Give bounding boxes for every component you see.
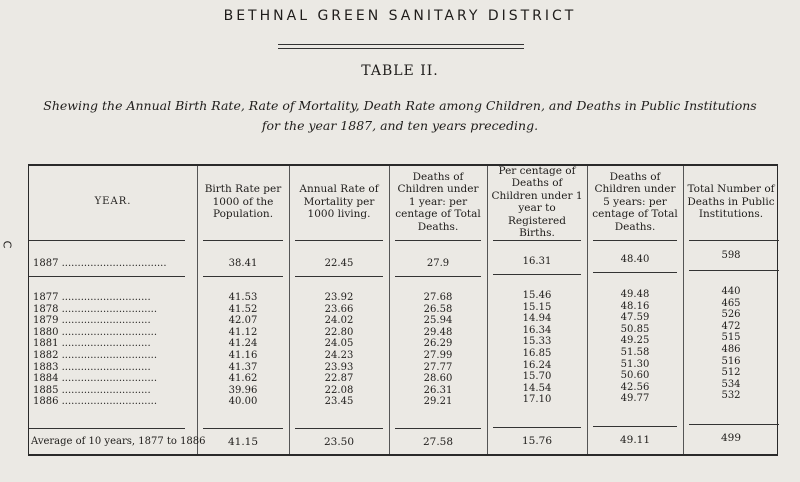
cell-1887-birth-rate: 38.41	[228, 258, 258, 269]
cell-1879-under1-pct: 25.94	[423, 315, 453, 327]
average-under1-pct: 27.58	[422, 436, 454, 448]
cell-1879-births-pct: 14.94	[522, 313, 552, 325]
table-title: TABLE II.	[361, 63, 439, 79]
year-label-1886: 1886 ..............................	[33, 396, 157, 408]
cell-1881-birth-rate: 41.24	[228, 338, 258, 350]
year-label-1885: 1885 ............................	[33, 384, 151, 396]
cell-1884-mortality: 22.87	[324, 373, 354, 385]
table-subtitle	[20, 96, 780, 136]
title-rule-top	[278, 44, 524, 45]
cell-1881-institutions: 515	[721, 332, 741, 344]
cell-1881-births-pct: 15.33	[522, 336, 552, 348]
row-rule	[493, 274, 581, 275]
row-rule	[295, 276, 383, 277]
cell-1882-institutions: 486	[721, 344, 741, 355]
cell-1885-birth-rate: 39.96	[228, 384, 258, 396]
year-label-1880: 1880 ..............................	[33, 326, 157, 338]
year-label-1881: 1881 ............................	[33, 338, 151, 350]
row-rule	[203, 276, 283, 277]
cell-1877-mortality: 23.92	[324, 292, 354, 303]
cell-1881-under1-pct: 26.29	[423, 338, 453, 350]
cell-1878-under5-pct: 48.16	[620, 300, 650, 312]
cell-1886-births-pct: 17.10	[522, 394, 552, 406]
row-rule	[689, 240, 779, 241]
cell-1877-births-pct: 15.46	[522, 290, 552, 301]
cell-1881-under5-pct: 49.25	[620, 335, 650, 347]
cell-1878-institutions: 465	[721, 297, 741, 309]
header-public-institutions: Total Number of Deaths in Public Institutions.	[687, 183, 775, 221]
average-under5-pct: 49.11	[619, 434, 651, 446]
cell-1882-births-pct: 16.85	[522, 348, 552, 359]
cell-1877-under5-pct: 49.48	[620, 289, 650, 300]
cell-1884-under1-pct: 28.60	[423, 373, 453, 385]
cell-1883-mortality: 23.93	[324, 361, 354, 373]
cell-1887-under5-pct: 48.40	[620, 254, 650, 265]
year-text: 1881	[33, 338, 59, 350]
cell-1887-institutions: 598	[721, 250, 741, 261]
year-label-1887: 1887 .................................	[33, 258, 167, 269]
cell-1877-under1-pct: 27.68	[423, 292, 453, 303]
district-title: BETHNAL GREEN SANITARY DISTRICT	[223, 8, 577, 24]
cell-1885-mortality: 22.08	[324, 384, 354, 396]
cell-1884-birth-rate: 41.62	[228, 373, 258, 385]
year-text: 1879	[33, 315, 59, 327]
header-child-deaths-under-5: Deaths of Children under 5 years: per centage of Total Deaths.	[592, 170, 678, 233]
cell-1883-births-pct: 16.24	[522, 359, 552, 371]
cell-1881-mortality: 24.05	[324, 338, 354, 350]
cell-1885-under1-pct: 26.31	[423, 384, 453, 396]
cell-1879-under5-pct: 47.59	[620, 312, 650, 324]
row-rule	[29, 428, 185, 429]
cell-1880-under5-pct: 50.85	[620, 323, 650, 335]
cell-1880-institutions: 472	[721, 320, 741, 332]
cell-1880-under1-pct: 29.48	[423, 326, 453, 338]
cell-1882-mortality: 24.23	[324, 350, 354, 361]
cell-1882-under5-pct: 51.58	[620, 347, 650, 358]
year-label-1884: 1884 ..............................	[33, 373, 157, 385]
row-rule	[493, 427, 581, 428]
row-rule	[29, 240, 185, 241]
cell-1879-mortality: 24.02	[324, 315, 354, 327]
cell-1887-births-pct: 16.31	[522, 256, 552, 267]
header-mortality-rate: Annual Rate of Mortality per 1000 living.	[299, 183, 379, 221]
year-text: 1883	[33, 361, 59, 373]
year-label-1883: 1883 ............................	[33, 361, 151, 373]
year-label-1882: 1882 ..............................	[33, 350, 157, 361]
average-institutions: 499	[720, 432, 742, 444]
cell-1883-under1-pct: 27.77	[423, 361, 453, 373]
cell-1887-mortality: 22.45	[324, 258, 354, 269]
cell-1884-institutions: 512	[721, 367, 741, 379]
average-birth-rate: 41.15	[227, 436, 259, 448]
year-text: 1878	[33, 303, 59, 315]
cell-1882-under1-pct: 27.99	[423, 350, 453, 361]
cell-1879-birth-rate: 42.07	[228, 315, 258, 327]
row-rule	[593, 426, 677, 427]
year-text: 1880	[33, 326, 59, 338]
side-mark: C	[0, 240, 14, 249]
title-rule-bottom	[278, 48, 524, 49]
cell-1886-under1-pct: 29.21	[423, 396, 453, 408]
header-birth-rate: Birth Rate per 1000 of the Population.	[204, 183, 282, 221]
row-rule	[29, 276, 185, 277]
year-text: 1882	[33, 350, 59, 361]
cell-1880-mortality: 22.80	[324, 326, 354, 338]
cell-1886-mortality: 23.45	[324, 396, 354, 408]
year-label-1879: 1879 ............................	[33, 315, 151, 327]
average-mortality: 23.50	[323, 436, 355, 448]
year-text: 1886	[33, 396, 59, 408]
statistics-table	[28, 164, 778, 456]
cell-1883-under5-pct: 51.30	[620, 358, 650, 370]
row-rule	[203, 428, 283, 429]
cell-1886-under5-pct: 49.77	[620, 393, 650, 405]
cell-1883-birth-rate: 41.37	[228, 361, 258, 373]
cell-1878-births-pct: 15.15	[522, 301, 552, 313]
cell-1883-institutions: 516	[721, 355, 741, 367]
year-text: 1884	[33, 373, 59, 385]
cell-1880-births-pct: 16.34	[522, 324, 552, 336]
row-rule	[295, 240, 383, 241]
cell-1877-birth-rate: 41.53	[228, 292, 258, 303]
average-births-pct: 15.76	[521, 435, 553, 447]
row-rule	[689, 424, 779, 425]
row-rule	[593, 240, 677, 241]
cell-1886-birth-rate: 40.00	[228, 396, 258, 408]
average-label: Average of 10 years, 1877 to 1886	[31, 436, 206, 447]
cell-1880-birth-rate: 41.12	[228, 326, 258, 338]
subtitle-line-2: for the year 1887, and ten years preceding.	[261, 118, 539, 133]
row-rule	[395, 240, 481, 241]
header-child-deaths-to-births: Per centage of Deaths of Children under 1 year to Registered Births.	[491, 164, 583, 239]
cell-1882-birth-rate: 41.16	[228, 350, 258, 361]
cell-1885-under5-pct: 42.56	[620, 381, 650, 393]
year-label-1878: 1878 ..............................	[33, 303, 157, 315]
year-label-1877: 1877 ............................	[33, 292, 151, 303]
cell-1885-institutions: 534	[721, 378, 741, 390]
header-year: YEAR.	[94, 195, 132, 207]
row-rule	[593, 272, 677, 273]
subtitle-line-1: Shewing the Annual Birth Rate, Rate of Mortality, Death Rate among Children, and Deaths in Public Institutions	[43, 98, 757, 113]
header-child-deaths-under-1: Deaths of Children under 1 year: per centage of Total Deaths.	[395, 170, 481, 233]
cell-1877-institutions: 440	[721, 286, 741, 297]
cell-1887-under1-pct: 27.9	[426, 258, 450, 269]
row-rule	[493, 240, 581, 241]
year-text: 1885	[33, 384, 59, 396]
cell-1878-birth-rate: 41.52	[228, 303, 258, 315]
row-rule	[395, 276, 481, 277]
cell-1884-under5-pct: 50.60	[620, 370, 650, 382]
cell-1878-mortality: 23.66	[324, 303, 354, 315]
cell-1884-births-pct: 15.70	[522, 371, 552, 383]
cell-1886-institutions: 532	[721, 390, 741, 402]
row-rule	[203, 240, 283, 241]
row-rule	[689, 270, 779, 271]
row-rule	[395, 428, 481, 429]
year-text: 1877	[33, 292, 59, 303]
cell-1885-births-pct: 14.54	[522, 382, 552, 394]
row-rule	[295, 428, 383, 429]
cell-1878-under1-pct: 26.58	[423, 303, 453, 315]
cell-1879-institutions: 526	[721, 309, 741, 321]
